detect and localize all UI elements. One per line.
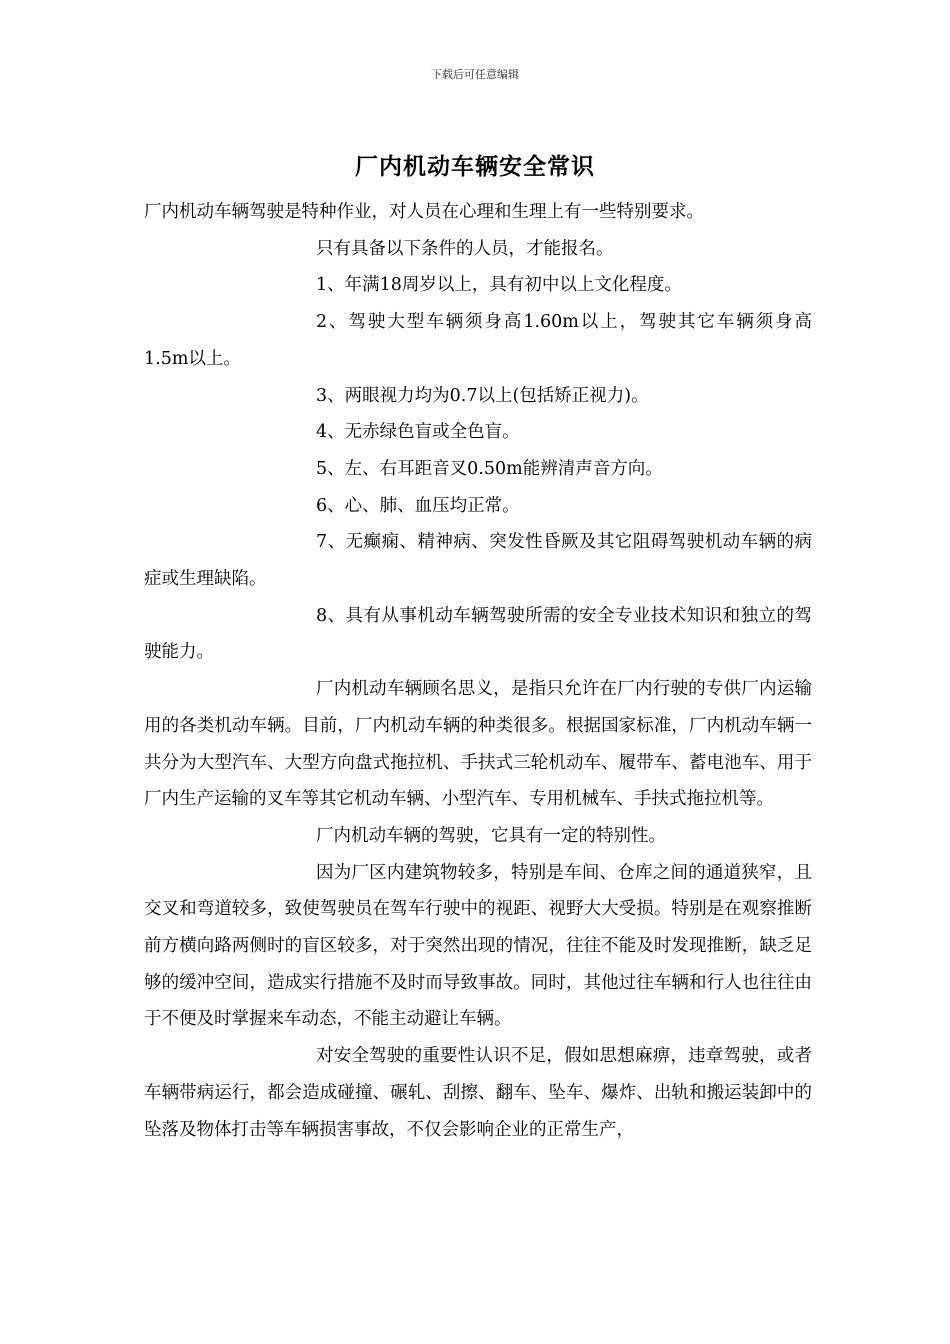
paragraph-safety-awareness: 对安全驾驶的重要性认识不足，假如思想麻痹，违章驾驶，或者车辆带病运行，都会造成碰撞、碾轧、刮擦、翻车、坠车、爆炸、出轨和搬运装卸中的坠落及物体打击等车辆损害事故，不仅会影响企业的正常生产， xyxy=(144,1046,812,1140)
paragraph-particularity: 厂内机动车辆的驾驶，它具有一定的特别性。 xyxy=(316,825,666,846)
requirement-item-5: 5、左、右耳距音叉0.50m能辨清声音方向。 xyxy=(316,458,663,479)
paragraph-factory-environment: 因为厂区内建筑物较多，特别是车间、仓库之间的通道狭窄，且交叉和弯道较多，致使驾驶员在驾车行驶中的视距、视野大大受损。特别是在观察推断前方横向路两侧时的盲区较多，对于突然出现的情况，往往不能及时发现推断，缺乏足够的缓冲空间，造成实行措施不及时而导致事故。同时，其他过往车辆和行人也往往由于不便及时掌握来车动态，不能主动避让车辆。 xyxy=(144,862,812,1030)
requirement-item-7: 7、无癫痫、精神病、突发性昏厥及其它阻碍驾驶机动车辆的病症或生理缺陷。 xyxy=(144,532,812,590)
paragraph-eligibility: 只有具备以下条件的人员，才能报名。 xyxy=(316,238,614,259)
paragraph-intro: 厂内机动车辆驾驶是特种作业，对人员在心理和生理上有一些特别要求。 xyxy=(144,202,704,222)
requirement-item-3: 3、两眼视力均为0.7以上(包括矫正视力)。 xyxy=(316,385,649,406)
requirement-item-8: 8、具有从事机动车辆驾驶所需的安全专业技术知识和独立的驾驶能力。 xyxy=(144,605,812,663)
requirement-item-1: 1、年满18周岁以上，具有初中以上文化程度。 xyxy=(316,275,682,296)
document-body xyxy=(144,194,812,1148)
paragraph-definition: 厂内机动车辆顾名思义，是指只允许在厂内行驶的专供厂内运输用的各类机动车辆。目前，厂内机动车辆的种类很多。根据国家标准，厂内机动车辆一共分为大型汽车、大型方向盘式拖拉机、手扶式三轮机动车、履带车、蓄电池车、用于厂内生产运输的叉车等其它机动车辆、小型汽车、专用机械车、手扶式拖拉机等。 xyxy=(144,679,812,810)
requirement-item-6: 6、心、肺、血压均正常。 xyxy=(316,495,520,516)
page-header-note: 下载后可任意编辑 xyxy=(431,68,519,81)
requirement-item-2: 2、驾驶大型车辆须身高1.60m以上，驾驶其它车辆须身高1.5m以上。 xyxy=(144,312,812,369)
document-title: 厂内机动车辆安全常识 xyxy=(355,154,595,180)
requirement-item-4: 4、无赤绿色盲或全色盲。 xyxy=(316,422,520,443)
